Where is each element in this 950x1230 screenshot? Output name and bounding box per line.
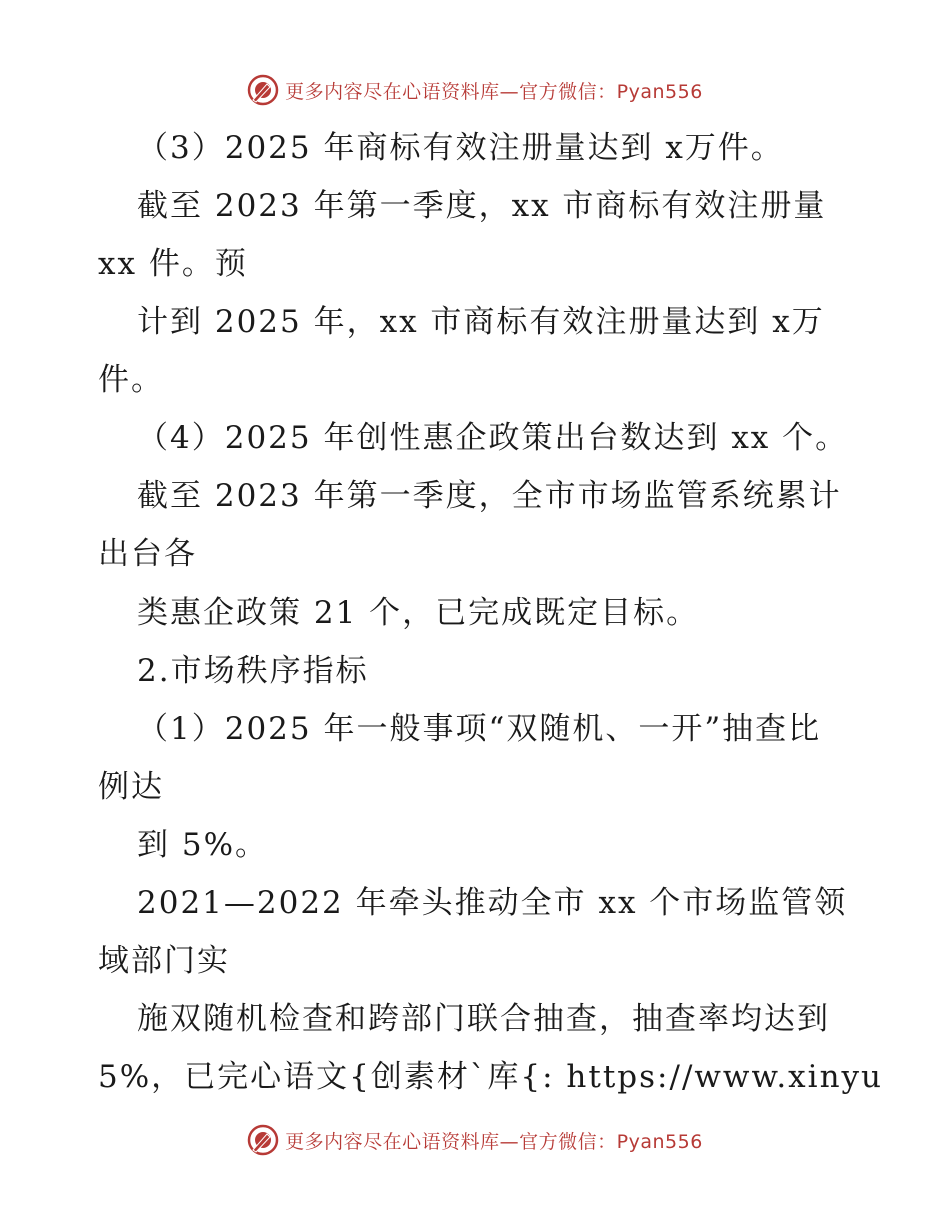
paragraph-line: 例达 xyxy=(98,769,164,805)
paragraph-line: 计到 2025 年，xx 市商标有效注册量达到 x万 xyxy=(137,304,825,340)
paragraph-line: （3）2025 年商标有效注册量达到 x万件。 xyxy=(137,130,784,166)
header-watermark-text: 更多内容尽在心语资料库—官方微信：Pyan556 xyxy=(285,80,703,103)
paragraph-line: 截至 2023 年第一季度，全市市场监管系统累计 xyxy=(137,478,842,514)
paragraph-line: 域部门实 xyxy=(98,943,230,979)
paragraph-line: 施双随机检查和跨部门联合抽查，抽查率均达到 xyxy=(137,1001,830,1037)
paragraph-line: xx 件。预 xyxy=(98,246,248,282)
paragraph-line: 类惠企政策 21 个，已完成既定目标。 xyxy=(137,595,700,631)
paragraph-line: 出台各 xyxy=(98,536,197,572)
paragraph-line: 到 5%。 xyxy=(137,827,269,863)
paragraph-line: （1）2025 年一般事项“双随机、一开”抽查比 xyxy=(137,711,822,747)
paragraph-line: 5%，已完心语文{创素材`库{: https://www.xinyu xyxy=(98,1059,884,1095)
paragraph-line: 件。 xyxy=(98,362,164,398)
paragraph-line: 截至 2023 年第一季度，xx 市商标有效注册量 xyxy=(137,188,827,224)
footer-watermark-text: 更多内容尽在心语资料库—官方微信：Pyan556 xyxy=(285,1130,703,1153)
footer-watermark-banner xyxy=(0,1120,950,1160)
paragraph-line: （4）2025 年创性惠企政策出台数达到 xx 个。 xyxy=(137,420,849,456)
section-heading: 2.市场秩序指标 xyxy=(137,653,369,689)
pen-logo-icon xyxy=(247,1124,279,1156)
paragraph-line: 2021—2022 年牵头推动全市 xx 个市场监管领 xyxy=(137,885,848,921)
